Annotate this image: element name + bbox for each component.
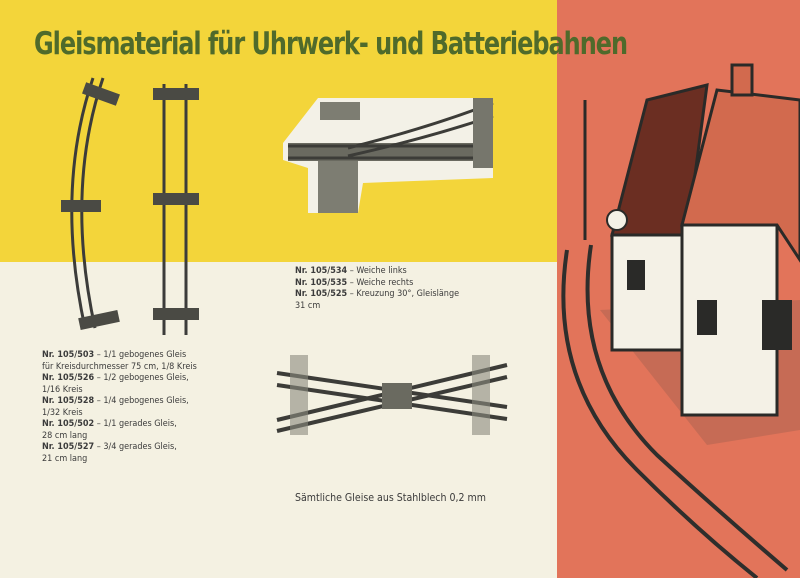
article-description-cont: für Kreisdurchmesser 75 cm, 1/8 Kreis (42, 361, 197, 372)
curved-track-illustration (55, 70, 135, 335)
switch-captions (295, 266, 459, 312)
article-number: Nr. 105/535 (295, 277, 348, 288)
track-caption (42, 419, 197, 431)
article-number: Nr. 105/502 (42, 419, 95, 429)
page-title: Gleismaterial für Uhrwerk- und Batteriebahnen (34, 26, 628, 62)
article-description: – 1/2 gebogenes Gleis, (94, 373, 189, 383)
article-number: Nr. 105/527 (42, 442, 95, 452)
material-footnote: Sämtliche Gleise aus Stahlblech 0,2 mm (295, 492, 486, 504)
article-description-cont: 31 cm (295, 300, 321, 311)
article-description: – Weiche rechts (347, 277, 414, 288)
article-description: – Weiche links (347, 266, 407, 276)
house-scene-illustration (557, 60, 800, 578)
article-description: – 1/1 gerades Gleis, (94, 419, 177, 429)
article-description: – 1/1 gebogenes Gleis (94, 350, 187, 360)
switch-caption (295, 266, 459, 278)
track-caption (42, 350, 197, 362)
article-description: – 3/4 gerades Gleis, (94, 442, 177, 452)
straight-track-illustration (150, 80, 202, 340)
article-description-cont: 1/32 Kreis (42, 407, 83, 418)
track-caption (42, 442, 197, 454)
article-description: – Kreuzung 30°, Gleislänge (347, 289, 460, 299)
article-description-cont: 21 cm lang (42, 453, 88, 464)
track-caption (42, 373, 197, 385)
article-number: Nr. 105/525 (295, 289, 348, 299)
article-description-cont: 1/16 Kreis (42, 384, 83, 395)
track-caption (42, 396, 197, 408)
article-number: Nr. 105/528 (42, 396, 95, 406)
article-description: – 1/4 gebogenes Gleis, (94, 396, 189, 406)
track-captions (42, 350, 197, 465)
switch-caption (295, 278, 459, 290)
article-number: Nr. 105/526 (42, 373, 95, 383)
article-number: Nr. 105/534 (295, 266, 348, 276)
crossing-illustration (272, 345, 512, 445)
article-number: Nr. 105/503 (42, 350, 95, 360)
switch-caption (295, 289, 459, 301)
article-description-cont: 28 cm lang (42, 430, 88, 441)
switch-illustration (278, 88, 510, 228)
